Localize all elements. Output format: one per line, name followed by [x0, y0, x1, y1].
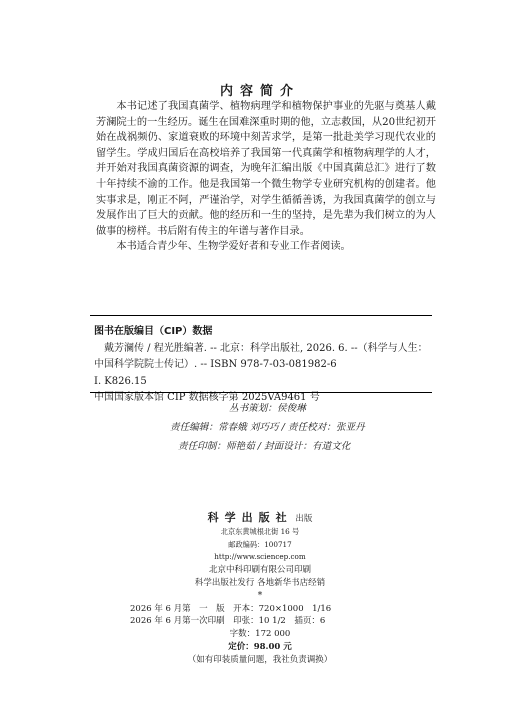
summary-paragraph: 本书记述了我国真菌学、植物病理学和植物保护事业的先驱与奠基人戴芳澜院士的一生经历。诞生在国难深重时期的他，立志救国，从20世纪初开始在战祸频仍、家道衰败的环境中刻苦求学，是第一批赴美学习现代农业的留学生。学成归国后在高校培养了我国第一代真菌学和植物病理学的人才，并开始对我国真菌资源的调查，为晚年汇编出版《中国真菌总汇》进行了数十年持续不渝的工作。他是我国第一个微生物学专业研究机构的创建者。他实事求是，刚正不阿，严谨治学，对学生循循善诱，为我国真菌学的创立与发展作出了巨大的贡献。他的经历和一生的坚持，是先辈为我们树立的为人做事的榜样。书后附有传主的年谱与著作目录。	[96, 101, 436, 237]
publisher-suffix: 出版	[295, 514, 313, 524]
publisher-name: 科学出版社	[207, 511, 293, 524]
cip-number: 中国国家版本馆 CIP 数据核字第 2025VA9461 号	[94, 392, 320, 404]
responsible-editors: 责任编辑：常春娥 刘巧巧 / 责任校对：张亚丹	[170, 422, 365, 433]
cip-body	[94, 341, 434, 407]
separator: *	[257, 590, 263, 601]
edition-info: 2026 年 6 月第 一 版 开本：720×1000 1/16	[130, 603, 332, 614]
publisher-postcode: 邮政编码：100717	[228, 539, 292, 549]
price: 定价：98.00 元	[228, 641, 292, 652]
summary-paragraph: 本书适合青少年、生物学爱好者和专业工作者阅读。	[116, 241, 351, 253]
summary-title: 内容简介	[219, 84, 300, 99]
cip-heading: 图书在版编目（CIP）数据	[94, 326, 213, 337]
summary-body	[96, 99, 436, 255]
publisher-address: 北京东黄城根北街 16 号	[220, 526, 300, 536]
cip-rule-top	[90, 315, 432, 316]
distribution: 科学出版社发行 各地新华书店经销	[194, 577, 326, 588]
responsible-printing: 责任印制：师艳茹 / 封面设计：有道文化	[178, 441, 351, 452]
cip-classification: Ⅰ. K826.15	[94, 375, 147, 387]
publisher-website: http://www.sciencep.com	[214, 552, 306, 562]
printing-info: 2026 年 6 月第一次印刷 印张：10 1/2 插页：6	[130, 616, 326, 627]
printer: 北京中科印刷有限公司印刷	[208, 565, 311, 576]
series-planner: 丛书策划：侯俊琳	[229, 403, 306, 414]
cip-record: 戴芳澜传 / 程光胜编著. -- 北京：科学出版社, 2026. 6. --（科学与人生：中国科学院院士传记）. -- ISBN 978-7-03-081982-6	[94, 343, 428, 371]
word-count: 字数：172 000	[229, 629, 291, 640]
quality-notice: （如有印装质量问题，我社负责调换）	[187, 654, 333, 665]
imprint	[0, 512, 520, 667]
cip-rule-bottom	[90, 392, 432, 393]
